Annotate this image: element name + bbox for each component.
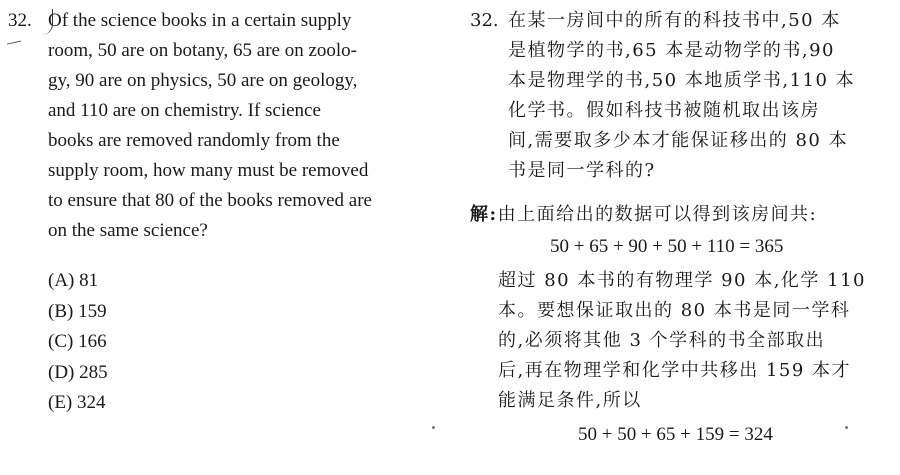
solution-line: 能满足条件,所以 <box>498 390 642 411</box>
solution-equation-total: 50 + 65 + 90 + 50 + 110 = 365 <box>550 236 784 257</box>
scan-speck <box>845 426 848 429</box>
chinese-question-text <box>508 6 895 186</box>
solution-intro-line <box>470 200 895 230</box>
solution-line: 的,必须将其他 3 个学科的书全部取出 <box>498 330 826 351</box>
chinese-section <box>470 6 895 450</box>
answer-options <box>8 266 438 419</box>
question-line: books are removed randomly from the <box>48 130 340 151</box>
chinese-question-number: 32. <box>470 10 499 31</box>
chinese-question-line: 在某一房间中的所有的科技书中,50 本 <box>508 10 841 31</box>
scan-speck <box>432 426 435 429</box>
chinese-question <box>470 6 895 186</box>
chinese-question-line: 是植物学的书,65 本是动物学的书,90 <box>508 40 835 61</box>
chinese-question-line: 间,需要取多少本才能保证移出的 80 本 <box>508 130 849 151</box>
solution-line: 后,再在物理学和化学中共移出 159 本才 <box>498 360 852 381</box>
solution-equation-answer: 50 + 50 + 65 + 159 = 324 <box>578 424 773 445</box>
solution-line: 超过 80 本书的有物理学 90 本,化学 110 <box>498 270 866 291</box>
chinese-question-line: 化学书。假如科技书被随机取出该房 <box>508 100 820 121</box>
question-line: supply room, how many must be removed <box>48 160 369 181</box>
question-number <box>8 6 48 246</box>
question-line: Of the science books in a certain supply <box>48 10 352 31</box>
solution-line: 本。要想保证取出的 80 本书是同一学科 <box>498 300 851 321</box>
solution-body <box>470 266 895 450</box>
question-number-text: 32. <box>8 10 32 31</box>
option-a: (A) 81 <box>48 270 99 291</box>
solution <box>470 200 895 450</box>
question-text <box>48 6 438 246</box>
question-block <box>8 6 438 246</box>
option-d: (D) 285 <box>48 361 108 383</box>
question-line: gy, 90 are on physics, 50 are on geology, <box>48 70 358 91</box>
question-line: on the same science? <box>48 220 208 241</box>
solution-intro: 由上面给出的数据可以得到该房间共: <box>497 204 818 225</box>
chinese-question-line: 本是物理学的书,50 本地质学书,110 本 <box>508 70 856 91</box>
question-line: to ensure that 80 of the books removed are <box>48 190 372 211</box>
solution-label: 解: <box>470 204 498 225</box>
english-question <box>8 6 438 419</box>
option-b: (B) 159 <box>48 300 107 322</box>
chinese-question-line: 书是同一学科的? <box>508 160 656 181</box>
question-line: and 110 are on chemistry. If science <box>48 100 321 121</box>
option-c: (C) 166 <box>48 331 107 352</box>
option-e: (E) 324 <box>48 392 106 413</box>
question-line: room, 50 are on botany, 65 are on zoolo- <box>48 40 358 61</box>
